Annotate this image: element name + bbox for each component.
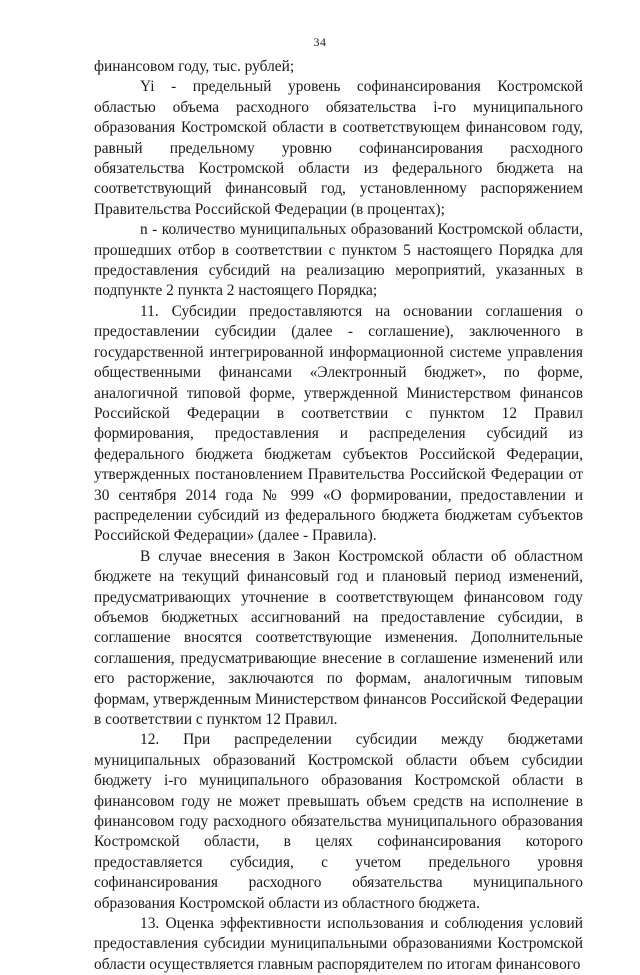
paragraph-definition-yi: Yi - предельный уровень софинансирования Костромской областью объема расходного обязательства i-го муниципального образования Костромской области в соответствующем финансовом году, равный предельному уровню софинансирования расходного обязательства Костромской области из федерального бюджета на соответствующий финансовый год, установленному распоряжением Правительства Российской Федерации (в процентах);: [94, 78, 583, 218]
paragraph-clause-13: 13. Оценка эффективности использования и соблюдения условий предоставления субсидии муниципальными образованиями Костромской области осуществляется главным распорядителем по итогам финансового: [94, 915, 583, 973]
paragraph-definition-n: n - количество муниципальных образований Костромской области, прошедших отбор в соответствии с пунктом 5 настоящего Порядка для предоставления субсидий на реализацию мероприятий, указанных в подпункте 2 пункта 2 настоящего Порядка;: [94, 221, 583, 300]
page-number: 34: [313, 35, 327, 49]
paragraph-clause-11: 11. Субсидии предоставляются на основании соглашения о предоставлении субсидии (далее - соглашение), заключенного в государственной интегрированной информационной системе управления общественными финансами «Электронный бюджет», по форме, аналогичной типовой форме, утвержденной Министерством финансов Российской Федерации в соответствии с пунктом 12 Правил формирования, предоставления и распределения субсидий из федерального бюджета бюджетам субъектов Российской Федерации, утвержденных постановлением Правительства Российской Федерации от 30 сентября 2014 года № 999 «О формировании, предоставлении и распределении субсидий из федерального бюджета бюджетам субъектов Российской Федерации» (далее - Правила).: [94, 302, 583, 545]
paragraph-clause-11-amendment: В случае внесения в Закон Костромской области об областном бюджете на текущий финансовый год и плановый период изменений, предусматривающих уточнение в соответствующем финансовом году объемов бюджетных ассигнований на предоставление субсидии, в соглашение вносятся соответствующие изменения. Дополнительные соглашения, предусматривающие внесение в соглашение изменений или его расторжение, заключаются по формам, аналогичным типовым формам, утвержденным Министерством финансов Российской Федерации в соответствии с пунктом 12 Правил.: [94, 547, 583, 728]
document-body: [94, 57, 583, 975]
paragraph-continuation: финансовом году, тыс. рублей;: [94, 58, 295, 75]
paragraph-clause-12: 12. При распределении субсидии между бюджетами муниципальных образований Костромской области объем субсидии бюджету i-го муниципального образования Костромской области в финансовом году не может превышать объем средств на исполнение в финансовом году расходного обязательства муниципального образования Костромской области, в целях софинансирования которого предоставляется субсидия, с учетом предельного уровня софинансирования расходного обязательства муниципального образования Костромской области из областного бюджета.: [94, 731, 583, 912]
